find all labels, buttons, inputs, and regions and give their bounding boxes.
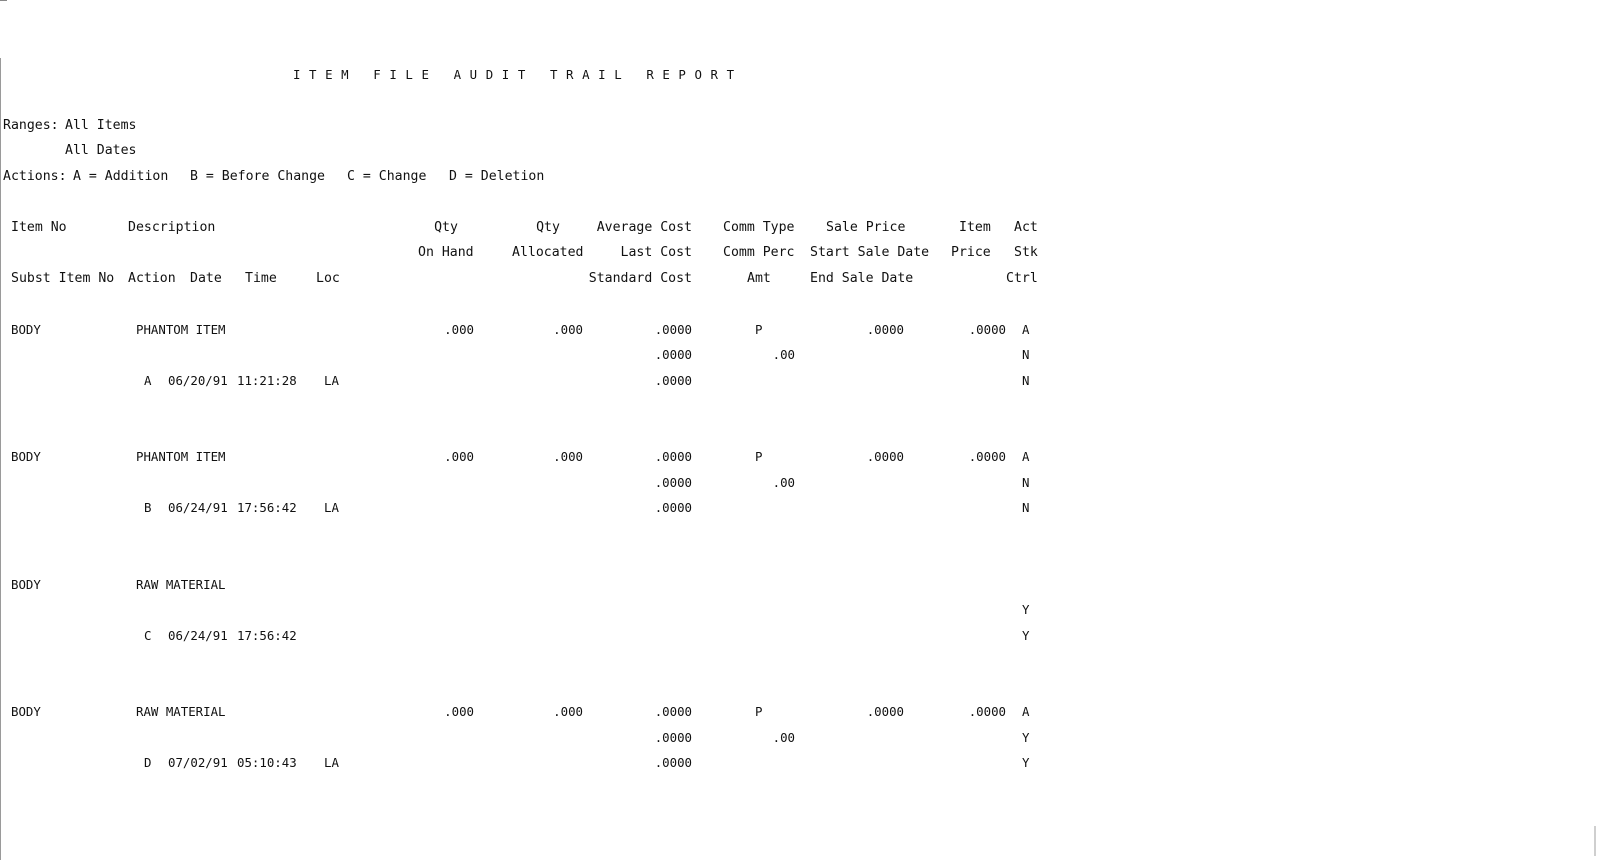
header-item: Item [959,220,991,235]
header-end-sale-date: End Sale Date [810,271,914,286]
record-loc: LA [324,500,339,515]
record-standard-cost: .0000 [654,755,692,770]
record-sale-price: .0000 [866,322,904,337]
record-standard-cost: .0000 [654,373,692,388]
header-comm-type: Comm Type [723,220,795,235]
record-item-no: BODY [11,577,41,592]
record-action: A [144,373,152,388]
record-item-price: .0000 [968,322,1006,337]
action-legend-change: C = Change [347,169,427,184]
record-action: D [144,755,152,770]
record-average-cost: .0000 [654,322,692,337]
scrollbar-thumb[interactable] [1594,826,1596,856]
header-qty-1: Qty [434,220,458,235]
ranges-label: Ranges: [3,118,59,133]
ranges-dates: All Dates [65,143,137,158]
record-action: B [144,500,152,515]
header-stk: Stk [1014,245,1038,260]
record-act: A [1022,704,1030,719]
header-standard-cost: Standard Cost [588,271,692,286]
record-qty-allocated: .000 [553,322,583,337]
record-sale-price: .0000 [866,449,904,464]
header-description: Description [128,220,216,235]
record-loc: LA [324,373,339,388]
header-allocated: Allocated [512,245,584,260]
header-on-hand: On Hand [418,245,474,260]
record-ctrl: N [1022,500,1030,515]
record-time: 05:10:43 [237,755,297,770]
record-comm-perc: .00 [772,475,795,490]
record-stk: N [1022,475,1030,490]
action-legend-addition: A = Addition [73,169,169,184]
record-description: PHANTOM ITEM [136,322,226,337]
record-stk: Y [1022,602,1030,617]
record-description: RAW MATERIAL [136,704,226,719]
record-act: A [1022,322,1030,337]
record-date: 06/20/91 [168,373,228,388]
record-description: RAW MATERIAL [136,577,226,592]
record-qty-on-hand: .000 [444,322,474,337]
header-item-no: Item No [11,220,67,235]
record-item-no: BODY [11,704,41,719]
header-comm-perc: Comm Perc [723,245,795,260]
header-subst-item-no: Subst Item No [11,271,115,286]
record-last-cost: .0000 [654,730,692,745]
header-ctrl: Ctrl [1006,271,1038,286]
record-stk: N [1022,347,1030,362]
header-act: Act [1014,220,1038,235]
record-last-cost: .0000 [654,347,692,362]
record-qty-on-hand: .000 [444,704,474,719]
action-legend-deletion: D = Deletion [449,169,545,184]
header-last-cost: Last Cost [620,245,692,260]
record-comm-type: P [755,704,763,719]
header-action: Action [128,271,176,286]
record-qty-allocated: .000 [553,704,583,719]
record-comm-type: P [755,449,763,464]
record-date: 06/24/91 [168,628,228,643]
record-item-price: .0000 [968,704,1006,719]
actions-label: Actions: [3,169,67,184]
record-sale-price: .0000 [866,704,904,719]
record-ctrl: N [1022,373,1030,388]
record-qty-allocated: .000 [553,449,583,464]
record-item-no: BODY [11,449,41,464]
left-margin-line [0,58,1,860]
action-legend-before-change: B = Before Change [190,169,325,184]
record-description: PHANTOM ITEM [136,449,226,464]
header-date: Date [190,271,222,286]
record-date: 06/24/91 [168,500,228,515]
record-time: 17:56:42 [237,628,297,643]
record-act: A [1022,449,1030,464]
header-loc: Loc [316,271,340,286]
header-average-cost: Average Cost [596,220,692,235]
record-item-no: BODY [11,322,41,337]
record-average-cost: .0000 [654,449,692,464]
ranges-items: All Items [65,118,137,133]
header-amt: Amt [747,271,771,286]
record-time: 11:21:28 [237,373,297,388]
record-comm-perc: .00 [772,730,795,745]
record-qty-on-hand: .000 [444,449,474,464]
record-loc: LA [324,755,339,770]
record-last-cost: .0000 [654,475,692,490]
record-comm-type: P [755,322,763,337]
record-time: 17:56:42 [237,500,297,515]
corner-mark [0,0,7,1]
record-ctrl: Y [1022,628,1030,643]
record-item-price: .0000 [968,449,1006,464]
record-standard-cost: .0000 [654,500,692,515]
record-ctrl: Y [1022,755,1030,770]
header-price: Price [951,245,991,260]
record-date: 07/02/91 [168,755,228,770]
record-average-cost: .0000 [654,704,692,719]
header-sale-price: Sale Price [826,220,906,235]
record-comm-perc: .00 [772,347,795,362]
header-time: Time [245,271,277,286]
header-qty-2: Qty [536,220,560,235]
report-title: ITEM FILE AUDIT TRAIL REPORT [293,67,743,82]
record-stk: Y [1022,730,1030,745]
header-start-sale-date: Start Sale Date [810,245,930,260]
record-action: C [144,628,152,643]
